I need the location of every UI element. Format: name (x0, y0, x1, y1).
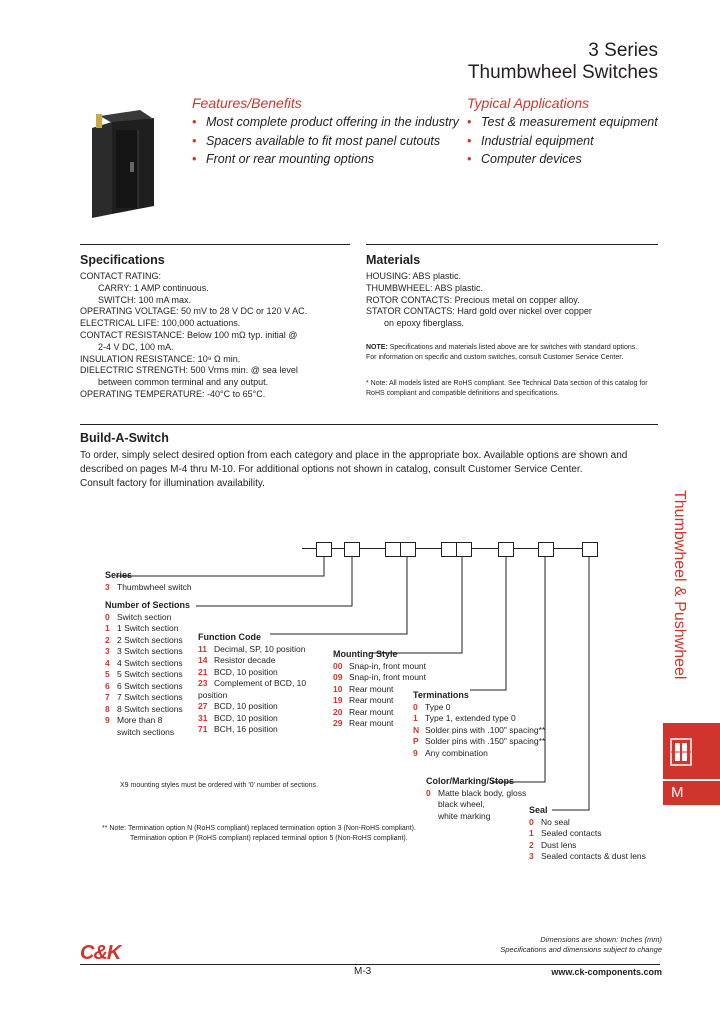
disclaimer (500, 935, 662, 955)
option-label: white marking (438, 810, 491, 821)
option-code: 7 (105, 692, 110, 702)
sections-block (105, 600, 205, 738)
option-label: 6 Switch sections (117, 680, 183, 691)
order-box-series[interactable] (316, 542, 332, 557)
mounting-heading: Mounting Style (333, 649, 398, 659)
option-code: 9 (413, 747, 418, 758)
option-code: 23 (198, 678, 208, 688)
order-box-color[interactable] (538, 542, 554, 557)
divider (366, 244, 658, 245)
option-code: 5 (105, 669, 110, 679)
option-code: 27 (198, 701, 208, 711)
option-label: 7 Switch sections (117, 692, 183, 702)
disclaimer-line: Specifications and dimensions subject to change (500, 945, 662, 954)
option-label: Type 1, extended type 0 (425, 713, 516, 723)
series-heading: Series (105, 570, 133, 580)
option-code: 1 (413, 713, 418, 723)
option-code: 1 (105, 623, 110, 633)
option-label: Switch section (117, 611, 172, 622)
divider (80, 244, 350, 245)
color-block (426, 776, 546, 822)
option-code: 31 (198, 712, 208, 723)
order-box-mounting-2[interactable] (456, 542, 472, 557)
terminations-block (413, 690, 553, 759)
option-label: Snap-in, front mount (349, 660, 427, 671)
option-code: 9 (105, 715, 110, 725)
option-code: 4 (105, 657, 110, 668)
option-label: BCD, 10 position (214, 701, 278, 711)
option-code: 0 (529, 816, 534, 827)
spec-line: SWITCH: 100 mA max. (98, 294, 192, 305)
option-label: BCD, 10 position (214, 666, 278, 677)
option-label: 8 Switch sections (117, 703, 183, 714)
specifications-heading: Specifications (80, 253, 165, 267)
rohs-text: * Note: All models listed are RoHS compliant. See Technical Data section of this catalog for (366, 380, 648, 387)
instruction-line: Consult factory for illumination availability. (80, 478, 265, 489)
spec-line: DIELECTRIC STRENGTH: 500 Vrms min. @ sea level (80, 365, 298, 376)
page-number: M-3 (354, 966, 372, 977)
option-label: Dust lens (541, 839, 577, 850)
note-line: Termination option P (RoHS compliant) replaced terminal option 5 (Non-RoHS compliant). (130, 834, 408, 842)
option-label: Rear mount (349, 718, 394, 728)
material-line: on epoxy fiberglass. (384, 318, 465, 329)
product-title: Thumbwheel Switches (467, 62, 658, 83)
material-line: HOUSING: ABS plastic. (366, 271, 462, 281)
tab-letter: M (671, 784, 684, 801)
option-code: P (413, 736, 419, 746)
option-code: 2 (105, 634, 110, 645)
option-label: More than 8 (117, 715, 163, 725)
note-label: NOTE: (366, 344, 388, 351)
spec-line: CONTACT RATING: (80, 271, 161, 281)
option-code: 21 (198, 666, 208, 677)
option-code: 0 (413, 701, 418, 712)
option-label: Sealed contacts & dust lens (541, 851, 646, 861)
option-code: 10 (333, 683, 343, 694)
spec-line: INSULATION RESISTANCE: 10⁹ Ω min. (80, 353, 241, 364)
option-label: Rear mount (349, 706, 394, 717)
option-label: Any combination (425, 747, 488, 758)
option-label: No seal (541, 816, 570, 827)
option-label: 1 Switch section (117, 623, 179, 633)
option-code: 29 (333, 718, 343, 728)
option-code: 19 (333, 695, 343, 705)
spec-line: 2-4 V DC, 100 mA. (98, 341, 174, 352)
switch-icon (663, 723, 720, 779)
applications-heading: Typical Applications (467, 95, 590, 111)
category-tab-letter (663, 781, 720, 805)
ck-logo: C&K (80, 942, 121, 964)
footer-rule (80, 964, 660, 965)
spec-line: CARRY: 1 AMP continuous. (98, 282, 209, 293)
spec-line: between common terminal and any output. (98, 377, 269, 388)
material-line: ROTOR CONTACTS: Precious metal on copper alloy. (366, 294, 580, 305)
order-box-function-2[interactable] (400, 542, 416, 557)
spec-line: OPERATING VOLTAGE: 50 mV to 28 V DC or 120 V AC. (80, 306, 308, 317)
website-link[interactable]: www.ck-components.com (551, 967, 662, 977)
termination-note (102, 824, 462, 843)
materials-heading: Materials (366, 253, 421, 267)
option-label: Type 0 (425, 701, 451, 712)
product-photo (82, 106, 162, 226)
series-block (105, 570, 192, 593)
option-label: Solder pins with .150" spacing** (425, 736, 546, 746)
option-code: 6 (105, 680, 110, 691)
option-label: 4 Switch sections (117, 657, 183, 668)
option-code: 3 (105, 646, 110, 656)
option-code: 20 (333, 706, 343, 717)
option-label: Complement of BCD, 10 position (198, 678, 307, 700)
color-heading: Color/Marking/Stops (426, 776, 515, 786)
option-label: switch sections (117, 726, 175, 737)
option-code: 3 (105, 581, 110, 592)
instruction-line: described on pages M-4 thru M-10. For additional options not shown in catalog, consult Customer Service Center. (80, 464, 583, 475)
option-label: 2 Switch sections (117, 634, 183, 645)
order-box-function-1[interactable] (385, 542, 401, 557)
option-code: 09 (333, 672, 343, 682)
option-code: 1 (529, 828, 534, 838)
build-instructions (80, 449, 655, 491)
order-box-sections[interactable] (344, 542, 360, 557)
terminations-heading: Terminations (413, 690, 469, 700)
seal-heading: Seal (529, 805, 548, 815)
x9-note: X9 mounting styles must be ordered with '0' number of sections. (120, 782, 318, 789)
option-label: BCH, 16 position (214, 724, 278, 734)
option-label: Decimal, SP, 10 position (214, 643, 306, 654)
list-item: • Front or rear mounting options (192, 150, 472, 169)
option-label: Thumbwheel switch (117, 581, 192, 592)
option-label: Snap-in, front mount (349, 672, 427, 682)
note-text: Specifications and materials listed above are for switches with standard options. (387, 344, 638, 351)
note-text: For information on specific and custom switches, consult Customer Service Center. (366, 353, 624, 361)
material-line: STATOR CONTACTS: Hard gold over nickel over copper (366, 306, 592, 317)
option-code: 3 (529, 851, 534, 861)
instruction-line: To order, simply select desired option from each category and place in the appropriate box. Available options are shown and (80, 450, 628, 461)
order-box-seal[interactable] (582, 542, 598, 557)
seal-block (529, 805, 659, 863)
function-block (198, 632, 333, 736)
materials-note (366, 343, 658, 362)
option-code: 11 (198, 643, 207, 654)
material-line: THUMBWHEEL: ABS plastic. (366, 282, 484, 293)
spec-line: CONTACT RESISTANCE: Below 100 mΩ typ. initial @ (80, 329, 298, 340)
option-code: 0 (105, 611, 110, 622)
rohs-note (366, 379, 658, 398)
build-heading: Build-A-Switch (80, 431, 169, 445)
option-code: 0 (426, 787, 431, 798)
option-label: BCD, 10 position (214, 712, 278, 723)
option-label: black wheel, (438, 799, 485, 809)
order-box-mounting-1[interactable] (441, 542, 457, 557)
list-item: • Computer devices (467, 150, 667, 169)
list-item: • Spacers available to fit most panel cutouts (192, 132, 472, 151)
option-label: 3 Switch sections (117, 646, 183, 656)
features-heading: Features/Benefits (192, 95, 302, 111)
disclaimer-line: Dimensions are shown: Inches (mm) (540, 935, 662, 944)
function-heading: Function Code (198, 632, 261, 642)
option-code: 8 (105, 703, 110, 714)
option-code: 00 (333, 660, 343, 671)
category-tab-icon-block (663, 723, 720, 779)
option-label: Matte black body, gloss (438, 787, 527, 798)
list-item: • Industrial equipment (467, 132, 667, 151)
option-code: 2 (529, 839, 534, 850)
rohs-text: RoHS compliant and compatible definitions and specifications. (366, 389, 559, 397)
option-label: Sealed contacts (541, 828, 602, 838)
option-label: Solder pins with .100" spacing** (425, 724, 546, 735)
features-list (192, 113, 472, 169)
option-label: 5 Switch sections (117, 669, 183, 679)
spec-line: OPERATING TEMPERATURE: -40°C to 65°C. (80, 388, 266, 399)
option-code: N (413, 724, 420, 735)
note-line: ** Note: Termination option N (RoHS compliant) replaced termination option 3 (Non-RoHS compliant). (102, 825, 416, 832)
spec-line: ELECTRICAL LIFE: 100,000 actuations. (80, 318, 241, 329)
specifications-list (80, 271, 365, 401)
category-vertical-label: Thumbwheel & Pushwheel (671, 490, 688, 680)
option-code: 14 (198, 655, 208, 665)
series-title: 3 Series (588, 40, 658, 61)
applications-list (467, 113, 667, 169)
option-label: Resistor decade (214, 655, 276, 665)
divider (80, 424, 658, 425)
option-code: 71 (198, 724, 208, 734)
option-label: Rear mount (349, 683, 394, 694)
list-item: • Most complete product offering in the industry (192, 113, 472, 132)
sections-heading: Number of Sections (105, 600, 191, 610)
option-label: Rear mount (349, 695, 394, 705)
list-item: • Test & measurement equipment (467, 113, 667, 132)
materials-list (366, 271, 658, 330)
order-box-terminations[interactable] (498, 542, 514, 557)
